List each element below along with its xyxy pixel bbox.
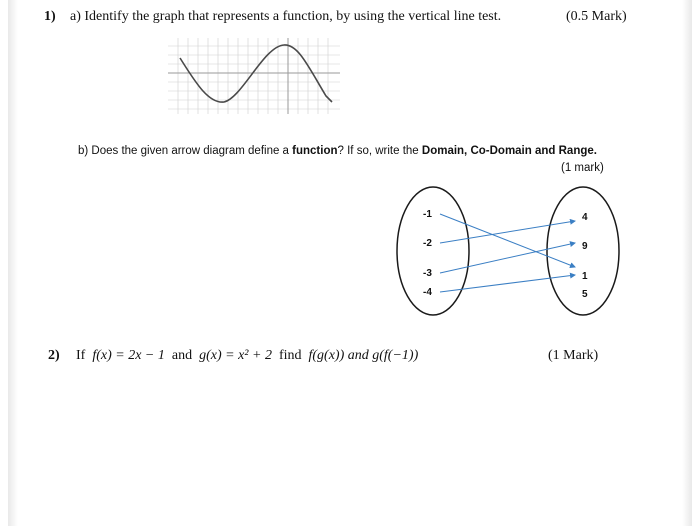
domain-element: -3	[423, 268, 432, 279]
question-2-text	[76, 348, 418, 364]
left-page-shadow	[8, 0, 18, 526]
question-1b-text-part1: b) Does the given arrow diagram define a	[78, 145, 293, 157]
question-1b-bold-domain: Domain, Co-Domain and Range.	[421, 145, 597, 157]
domain-element: -2	[423, 238, 432, 249]
right-page-shadow	[682, 0, 692, 526]
question-2-find: find	[278, 348, 302, 363]
g-definition: g(x) = x² + 2	[199, 348, 272, 363]
arrow-minus2-to-4	[440, 221, 575, 243]
composition-expression: f(g(x)) and g(f(−1))	[308, 348, 419, 363]
arrow-diagram	[390, 184, 630, 320]
function-graph	[168, 38, 340, 114]
codomain-element: 1	[582, 271, 588, 282]
codomain-element: 5	[582, 289, 588, 300]
question-2-if: If	[76, 348, 86, 363]
codomain-element: 4	[582, 212, 588, 223]
question-1a-mark: (0.5 Mark)	[566, 9, 627, 24]
question-1b-text	[78, 145, 597, 157]
question-2-number: 2)	[48, 348, 60, 363]
question-1b-text-part2: ? If so, write the	[337, 145, 422, 157]
question-1a-text: a) Identify the graph that represents a function, by using the vertical line test.	[70, 9, 502, 24]
domain-element: -4	[423, 287, 432, 298]
arrow-minus1-to-1	[440, 214, 575, 267]
arrow-minus3-to-9	[440, 243, 575, 273]
question-2-and: and	[171, 348, 193, 363]
curve	[180, 45, 332, 102]
question-2-mark: (1 Mark)	[548, 348, 599, 363]
mapping-arrows	[440, 214, 575, 292]
question-1-number: 1)	[44, 9, 56, 24]
domain-element: -1	[423, 209, 432, 220]
question-1b-bold-function: function	[292, 145, 338, 157]
f-definition: f(x) = 2x − 1	[92, 348, 165, 363]
codomain-element: 9	[582, 241, 588, 252]
domain-oval	[397, 187, 469, 315]
question-1b-mark: (1 mark)	[561, 162, 604, 174]
